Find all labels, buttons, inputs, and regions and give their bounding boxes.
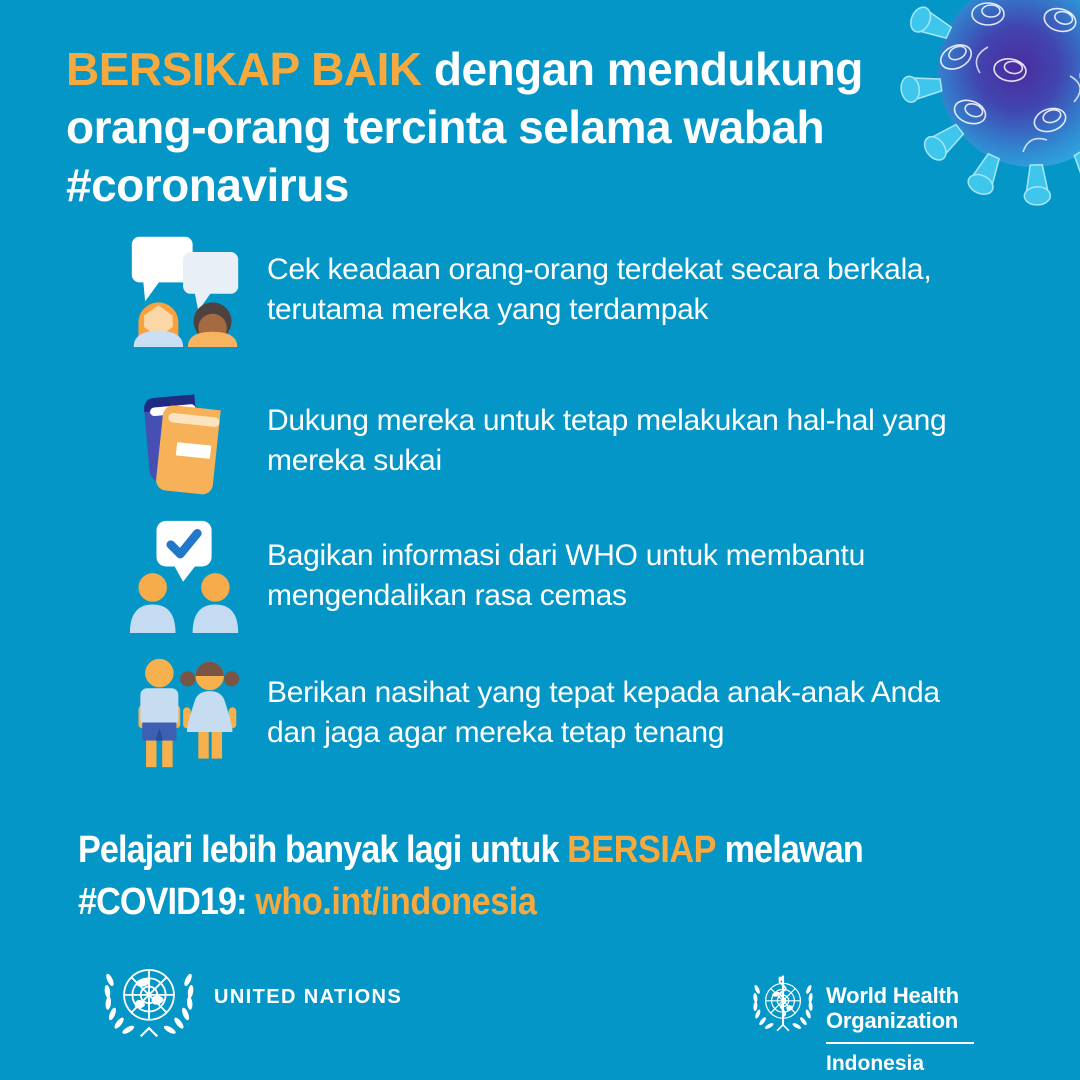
who-region-label: Indonesia bbox=[826, 1052, 925, 1075]
who-emblem-icon bbox=[744, 972, 822, 1044]
tip-row-children-advice bbox=[125, 653, 940, 773]
who-name-line-2: Organization bbox=[826, 1008, 959, 1033]
united-nations-logo-icon bbox=[95, 958, 203, 1050]
tip-line: Cek keadaan orang-orang terdekat secara berkala, bbox=[267, 253, 932, 286]
headline-highlight: BERSIKAP BAIK bbox=[66, 43, 422, 95]
tip-line: terutama mereka yang terdampak bbox=[267, 293, 709, 326]
tip-row-share-info bbox=[125, 516, 865, 636]
tip-row-support-activities bbox=[125, 381, 946, 501]
footer-text: Pelajari lebih banyak lagi untuk bbox=[78, 829, 568, 871]
headline-line-3: #coronavirus bbox=[66, 159, 349, 211]
chat-people-icon bbox=[125, 230, 245, 350]
tip-line: dan jaga agar mereka tetap tenang bbox=[267, 716, 725, 749]
tip-line: mereka sukai bbox=[267, 444, 442, 477]
headline-rest: dengan mendukung bbox=[421, 43, 863, 95]
tip-text bbox=[267, 381, 946, 481]
tip-line: Berikan nasihat yang tepat kepada anak-anak Anda bbox=[267, 676, 940, 709]
footer-cta bbox=[78, 824, 978, 928]
united-nations-label: UNITED NATIONS bbox=[214, 986, 403, 1008]
share-check-icon bbox=[125, 516, 245, 636]
tip-row-check-in bbox=[125, 230, 931, 350]
who-logo-text bbox=[826, 983, 974, 1076]
headline-line-2: orang-orang tercinta selama wabah bbox=[66, 101, 825, 153]
who-divider bbox=[826, 1042, 974, 1044]
footer-text: melawan bbox=[716, 829, 863, 871]
footer-hashtag: #COVID19: bbox=[78, 881, 256, 923]
who-name-line-1: World Health bbox=[826, 983, 959, 1008]
footer-line-1 bbox=[78, 824, 978, 876]
headline bbox=[66, 40, 946, 214]
tip-line: Bagikan informasi dari WHO untuk membantu bbox=[267, 539, 865, 572]
headline-line-1 bbox=[66, 40, 946, 98]
footer-line-2 bbox=[78, 876, 978, 928]
footer-highlight: BERSIAP bbox=[567, 829, 717, 871]
tip-text bbox=[267, 516, 865, 616]
tip-line: mengendalikan rasa cemas bbox=[267, 579, 627, 612]
tip-text bbox=[267, 230, 931, 330]
who-url-link[interactable]: who.int/indonesia bbox=[255, 881, 537, 923]
tip-text bbox=[267, 653, 940, 753]
books-icon bbox=[125, 381, 245, 501]
tip-line: Dukung mereka untuk tetap melakukan hal-hal yang bbox=[267, 404, 947, 437]
children-icon bbox=[125, 653, 245, 773]
